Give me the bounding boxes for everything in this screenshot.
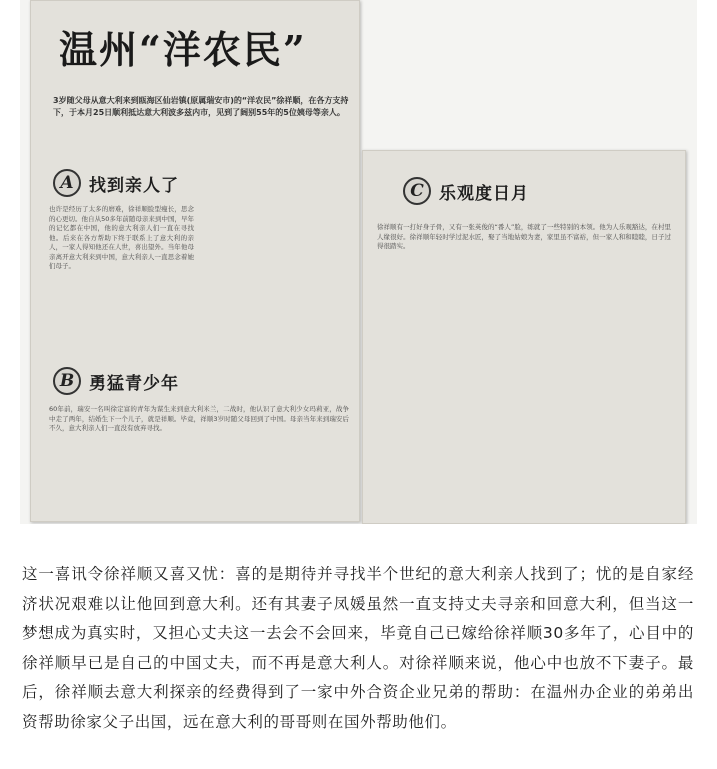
section-c-title: 乐观度日月 [439, 183, 529, 204]
section-b-badge: B [53, 367, 81, 395]
section-c-badge: C [403, 177, 431, 205]
section-a-heading [53, 169, 179, 197]
section-a-badge: A [53, 169, 81, 197]
article-title: 温州“洋农民” [59, 27, 307, 72]
section-a-text: 也许是经历了太多的磨难，徐祥顺脸型瘦长，思念的心更切。他自从50多年前随母亲来到中国，早年的记忆都在中国，他的意大利亲人们一直在寻找他。后来在各方帮助下终于联系上了意大利的亲人，一家人得知他还在人世，喜出望外。当年他母亲离开意大利来到中国，意大利亲人一直思念着她们母子。 [49, 205, 194, 270]
section-c-text: 徐祥顺有一打好身子骨，又有一张英俊的“番人”脸，练就了一些特别的本领。他为人乐观豁达，在村里人缘很好。徐祥顺年轻时学过泥水匠，娶了当地姑娘为妻，家里虽不富裕，但一家人和和睦睦，日子过得很踏实。 [377, 223, 671, 250]
clipping-left-page [30, 0, 360, 522]
section-b-heading [53, 367, 179, 395]
newspaper-clipping-photo [20, 0, 697, 524]
section-a-title: 找到亲人了 [89, 175, 179, 196]
section-b-text: 60年前，瑞安一名叫徐定富的青年为谋生来到意大利米兰，二战时，他认识了意大利少女玛莉亚，战争中走了两年，结婚生下一个儿子，就是祥顺。毕竟，祥顺3岁时随父母回到了中国。母亲当年来到瑞安后不久，意大利亲人们一直没有放弃寻找。 [49, 405, 349, 432]
section-b-title: 勇猛青少年 [89, 373, 179, 394]
article-caption: 这一喜讯令徐祥顺又喜又忧：喜的是期待并寻找半个世纪的意大利亲人找到了；忧的是自家经济状况艰难以让他回到意大利。还有其妻子凤媛虽然一直支持丈夫寻亲和回意大利，但当这一梦想成为真实时，又担心丈夫这一去会不会回来，毕竟自己已嫁给徐祥顺30多年了，心目中的徐祥顺早已是自己的中国丈夫，而不再是意大利人。对徐祥顺来说，他心中也放不下妻子。最后，徐祥顺去意大利探亲的经费得到了一家中外合资企业兄弟的帮助：在温州办企业的弟弟出资帮助徐家父子出国，远在意大利的哥哥则在国外帮助他们。 [22, 565, 694, 731]
section-c-heading [403, 177, 529, 205]
clipping-right-page [362, 150, 686, 524]
article-lead: 3岁随父母从意大利来到瓯海区仙岩镇(原属瑞安市)的“洋农民”徐祥顺，在各方支持下，于本月25日顺利抵达意大利波多兹内市，见到了阔别55年的5位姨母等亲人。 [53, 96, 349, 117]
